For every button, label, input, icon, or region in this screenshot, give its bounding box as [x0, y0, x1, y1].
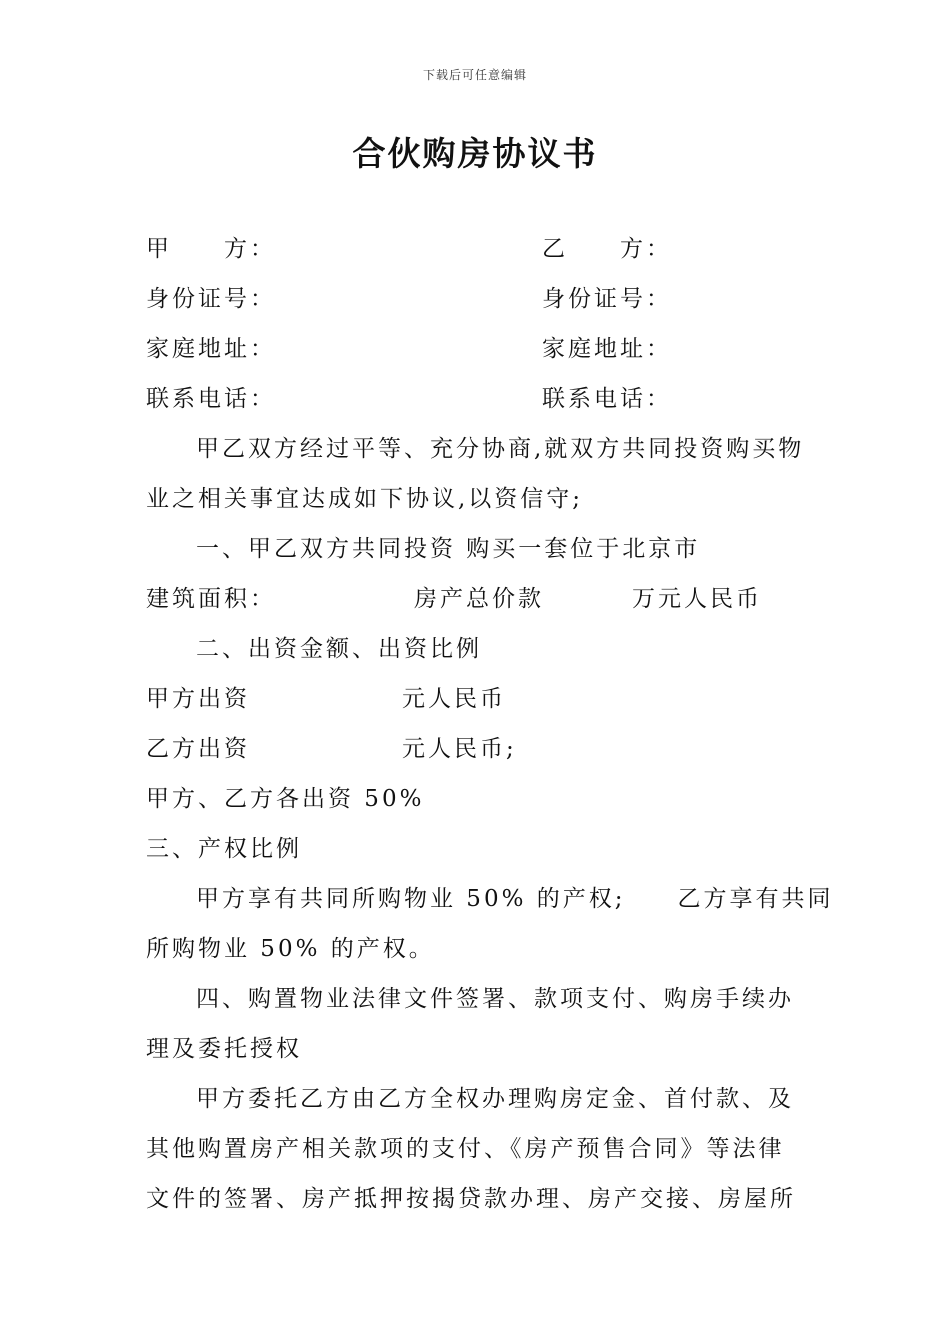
intro-line-1: 甲乙双方经过平等、充分协商,就双方共同投资购买物	[196, 436, 805, 462]
section-1-price-unit: 万元人民币	[632, 586, 762, 612]
section-2-ratio: 甲方、乙方各出资 50%	[146, 786, 425, 812]
section-2-party-b-unit: 元人民币;	[402, 736, 517, 762]
section-1-title: 一、甲乙双方共同投资 购买一套位于北京市	[196, 536, 701, 562]
section-2-party-b-label: 乙方出资	[146, 736, 250, 762]
section-3-line-1: 甲方享有共同所购物业 50% 的产权; 乙方享有共同	[196, 886, 834, 912]
party-b-id-label: 身份证号：	[542, 286, 672, 312]
section-4-body-line-1: 甲方委托乙方由乙方全权办理购房定金、首付款、及	[196, 1086, 794, 1112]
party-a-phone-label: 联系电话：	[146, 386, 276, 412]
section-3-line-2: 所购物业 50% 的产权。	[146, 936, 435, 962]
section-4-title-line-2: 理及委托授权	[146, 1036, 302, 1062]
section-1-price-label: 房产总价款	[414, 586, 544, 612]
party-b-name-label: 乙 方：	[542, 236, 672, 262]
party-b-address-label: 家庭地址：	[542, 336, 672, 362]
party-a-address-label: 家庭地址：	[146, 336, 276, 362]
section-4-body-line-2: 其他购置房产相关款项的支付、《房产预售合同》等法律	[146, 1136, 785, 1162]
section-2-party-a-unit: 元人民币	[402, 686, 506, 712]
section-2-title: 二、出资金额、出资比例	[196, 636, 482, 662]
section-1-area-label: 建筑面积：	[146, 586, 276, 612]
section-2-party-a-label: 甲方出资	[146, 686, 250, 712]
section-3-title: 三、产权比例	[146, 836, 302, 862]
party-a-id-label: 身份证号：	[146, 286, 276, 312]
section-4-body-line-3: 文件的签署、房产抵押按揭贷款办理、房产交接、房屋所	[146, 1186, 796, 1212]
document-title: 合伙购房协议书	[352, 134, 598, 173]
intro-line-2: 业之相关事宜达成如下协议,以资信守;	[146, 486, 584, 512]
header-note: 下载后可任意编辑	[422, 68, 527, 82]
party-b-phone-label: 联系电话：	[542, 386, 672, 412]
party-a-name-label: 甲 方：	[146, 236, 276, 262]
section-4-title-line-1: 四、购置物业法律文件签署、款项支付、购房手续办	[196, 986, 794, 1012]
